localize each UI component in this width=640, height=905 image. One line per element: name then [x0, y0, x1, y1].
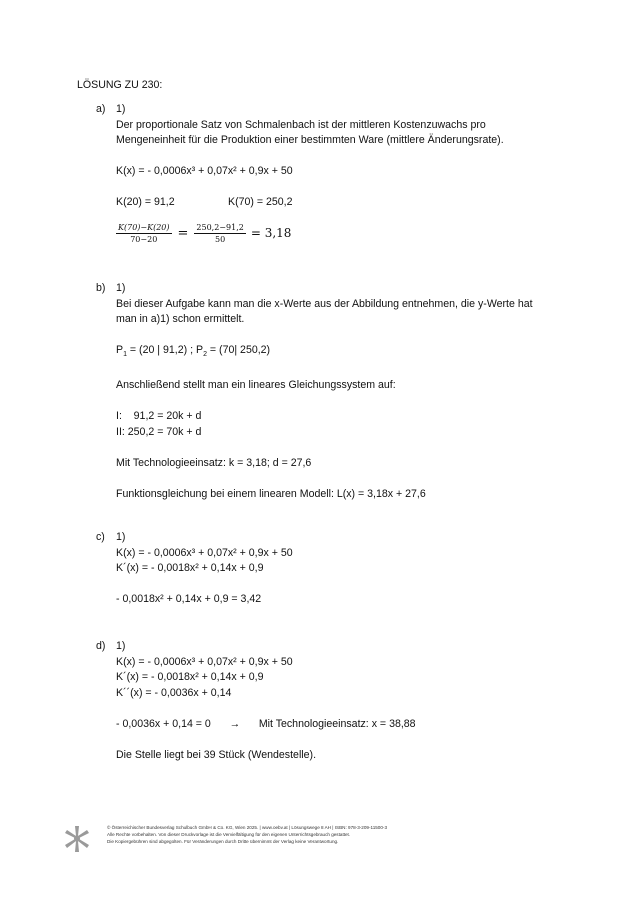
section-b: [116, 281, 586, 502]
section-d-equation: - 0,0036x + 0,14 = 0: [116, 717, 211, 730]
section-b-function: Funktionsgleichung bei einem linearen Modell: L(x) = 3,18x + 27,6: [116, 487, 426, 500]
section-a-label: a): [96, 103, 106, 115]
section-a-subtask: 1): [116, 103, 126, 115]
section-a-text-1: Der proportionale Satz von Schmalenbach ist der mittleren Kostenzuwachs pro: [116, 118, 486, 131]
section-b-text-3: Anschließend stellt man ein lineares Gleichungssystem auf:: [116, 379, 396, 392]
section-b-label: b): [96, 282, 106, 294]
footer-line-3: Die Kopiergebühren sind abgegolten. Für Veränderungen durch Dritte übernimmt der Verlag keine Verantwortung.: [107, 839, 339, 845]
section-c-line-2: K´(x) = - 0,0018x² + 0,14x + 0,9: [116, 562, 264, 574]
section-a-value-2: K(70) = 250,2: [228, 196, 293, 208]
right-arrow-icon: →: [229, 717, 241, 730]
section-a: [116, 102, 586, 244]
section-c-line-1: K(x) = - 0,0006x³ + 0,07x² + 0,9x + 50: [116, 546, 293, 559]
section-d-label: d): [96, 640, 106, 652]
section-a-text-2: Mengeneinheit für die Produktion einer bestimmten Ware (mittlere Änderungsrate).: [116, 134, 504, 146]
section-c-label: c): [96, 531, 105, 543]
fraction-2: $\frac{250,2-91,2}{50}$: [196, 222, 244, 244]
section-d-conclusion: Die Stelle liegt bei 39 Stück (Wendestelle).: [116, 748, 317, 761]
section-b-text-1: Bei dieser Aufgabe kann man die x-Werte aus der Abbildung entnehmen, die y-Werte hat: [116, 297, 533, 310]
section-d-line-4: [116, 717, 586, 733]
section-d-line-3: K´´(x) = - 0,0036x + 0,14: [116, 686, 232, 699]
section-d-technology-result: Mit Technologieeinsatz: x = 38,88: [258, 717, 416, 730]
section-b-equation-1: I: 91,2 = 20k + d: [116, 410, 202, 423]
fraction-1: $\frac{K(70)-K(20)}{70-20}$: [118, 222, 170, 244]
publisher-logo-icon: [63, 824, 91, 854]
section-d-line-2: K´(x) = - 0,0018x² + 0,14x + 0,9: [116, 671, 264, 683]
section-b-subtask: 1): [116, 282, 126, 294]
section-a-values: [116, 195, 586, 211]
section-d: [116, 639, 586, 763]
footer-line-2: Alle Rechte vorbehalten. Von dieser Druckvorlage ist die Vervielfältigung für den eigenen Unterrichtsgebrauch gestattet.: [107, 832, 351, 838]
section-a-function: K(x) = - 0,0006x³ + 0,07x² + 0,9x + 50: [116, 165, 293, 177]
section-b-points: $P_1 = (20$ | 91,2) ; $P_2 = (70|$ 250,2): [116, 344, 271, 359]
footer-text: [107, 824, 387, 846]
equals-sign: =: [177, 225, 189, 241]
section-b-equation-2: II: 250,2 = 70k + d: [116, 425, 202, 438]
section-a-difference-quotient: [116, 223, 586, 244]
section-a-value-1: K(20) = 91,2: [116, 196, 175, 208]
page-heading: LÖSUNG ZU 230:: [77, 79, 163, 91]
section-c-subtask: 1): [116, 531, 126, 543]
section-d-subtask: 1): [116, 640, 126, 652]
section-c: [116, 530, 586, 608]
section-b-technology-result: Mit Technologieeinsatz: k = 3,18; d = 27,6: [116, 456, 312, 469]
section-a-result: = 3,18: [250, 226, 292, 240]
section-c-line-3: - 0,0018x² + 0,14x + 0,9 = 3,42: [116, 593, 262, 605]
section-b-text-2: man in a)1) schon ermittelt.: [116, 313, 245, 325]
footer-line-1: © Österreichischer Bundesverlag Schulbuch GmbH & Co. KG, Wien 2025. | www.oebv.at | Lösungswege 8 AH | ISBN: 978-3-209-11500-3: [107, 825, 388, 830]
section-d-line-1: K(x) = - 0,0006x³ + 0,07x² + 0,9x + 50: [116, 655, 293, 668]
